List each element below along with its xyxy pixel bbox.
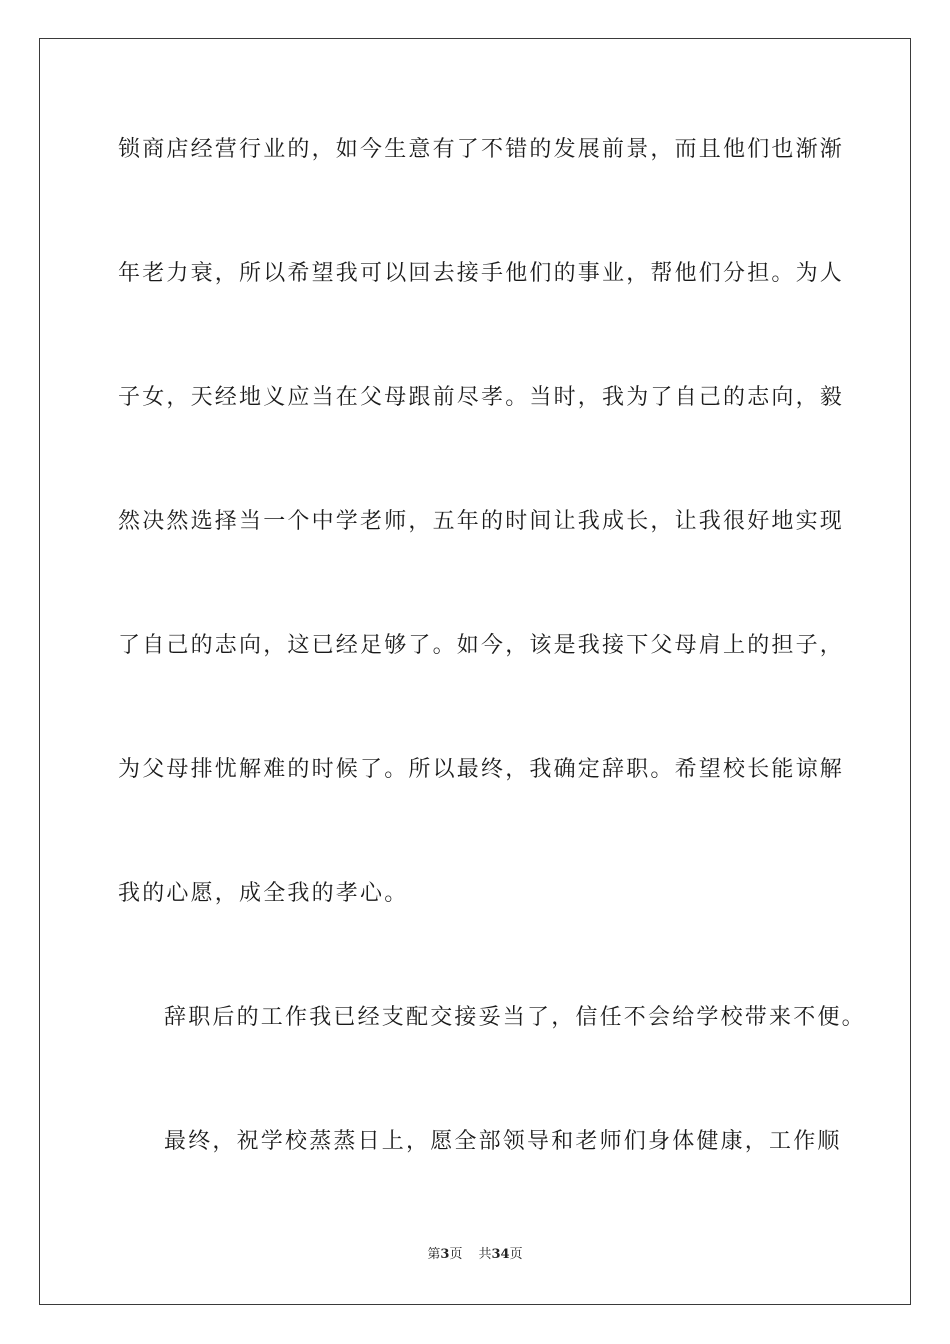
total-prefix: 共 (478, 1247, 492, 1262)
total-pages-number: 34 (491, 1247, 510, 1262)
page-prefix: 第 (427, 1247, 441, 1262)
page-border (39, 38, 911, 1305)
total-suffix: 页 (509, 1247, 523, 1262)
body-text-line-7: 我的心愿，成全我的孝心。 (118, 881, 409, 906)
body-text-line-1: 锁商店经营行业的，如今生意有了不错的发展前景，而且他们也渐渐 (118, 137, 845, 162)
body-text-line-2: 年老力衰，所以希望我可以回去接手他们的事业，帮他们分担。为人 (118, 261, 845, 286)
page-suffix: 页 (449, 1247, 463, 1262)
body-text-line-6: 为父母排忧解难的时候了。所以最终，我确定辞职。希望校长能谅解 (118, 757, 845, 782)
current-page-number: 3 (440, 1247, 450, 1262)
body-text-line-3: 子女，天经地义应当在父母跟前尽孝。当时，我为了自己的志向，毅 (118, 385, 845, 410)
paragraph-closing-wishes: 最终，祝学校蒸蒸日上，愿全部领导和老师们身体健康，工作顺 (164, 1129, 842, 1154)
body-text-line-4: 然决然选择当一个中学老师，五年的时间让我成长，让我很好地实现 (118, 509, 845, 534)
page-footer (0, 1246, 950, 1264)
body-text-line-5: 了自己的志向，这已经足够了。如今，该是我接下父母肩上的担子， (118, 633, 845, 658)
paragraph-handover: 辞职后的工作我已经支配交接妥当了，信任不会给学校带来不便。 (164, 1005, 866, 1030)
